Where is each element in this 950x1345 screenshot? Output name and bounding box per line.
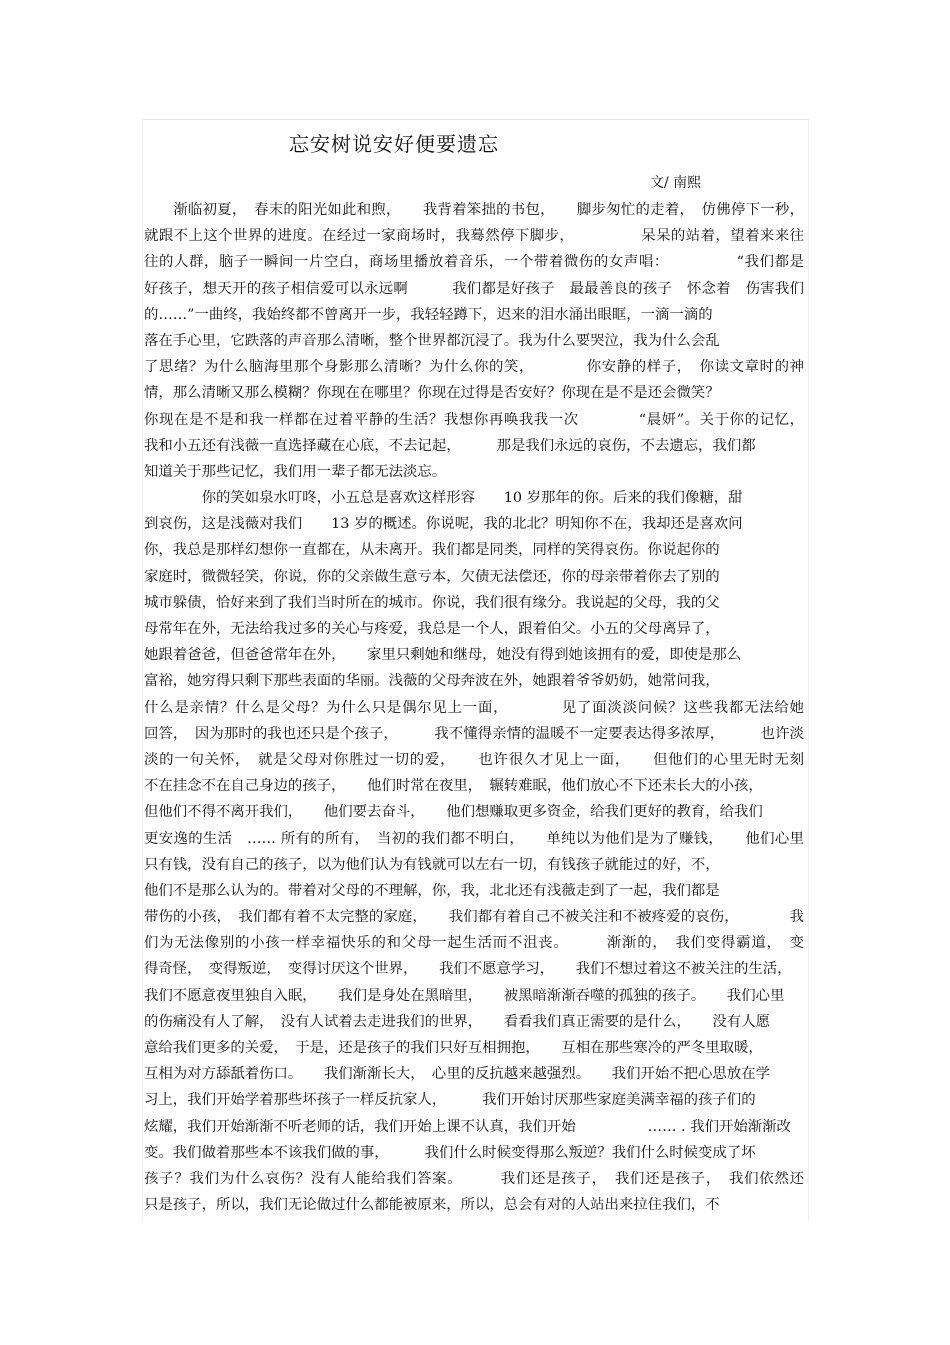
text-line: 好孩子，想天开的孩子相信爱可以永远啊 我们都是好孩子 最最善良的孩子 怀念着 伤害我们 — [144, 280, 804, 297]
text-line: 不在挂念不在自己身边的孩子， 他们时常在夜里， 辗转难眠，他们放心不下还未长大的小孩， — [144, 778, 763, 795]
text-line: 到哀伤，这是浅薇对我们 13 岁的概述。你说呢，我的北北？明知你不在，我却还是喜欢问 — [144, 516, 743, 533]
text-line: 你，我总是那样幻想你一直都在，从未离开。我们都是同类，同样的笑得哀伤。你说起你的 — [144, 542, 720, 559]
text-line: 你的笑如泉水叮咚，小五总是喜欢这样形容 10 岁那年的你。后来的我们像糖，甜 — [144, 490, 743, 507]
document-title: 忘安树说安好便要遗忘 — [289, 132, 499, 156]
text-line: 他们不是那么认为的。带着对父母的不理解，你，我，北北还有浅薇走到了一起，我们都是 — [144, 882, 720, 899]
text-line: 只有钱，没有自己的孩子，以为他们认为有钱就可以左右一切，有钱孩子就能过的好，不， — [144, 856, 720, 873]
text-line: 我们不愿意夜里独自入眠， 我们是身处在黑暗里， 被黑暗渐渐吞噬的孤独的孩子。 我们心里 — [144, 987, 785, 1004]
text-line: 富裕，她穷得只剩下那些表面的华丽。浅薇的父母奔波在外，她跟着爷爷奶奶，她常问我， — [144, 673, 720, 690]
text-line: 带伤的小孩， 我们都有着不太完整的家庭， 我们都有着自己不被关注和不被疼爱的哀伤， 我 — [144, 909, 804, 926]
body-text — [144, 197, 804, 1218]
text-line: 意给我们更多的关爱， 于是，还是孩子的我们只好互相拥抱， 互相在那些寒冷的严冬里取暖， — [144, 1040, 763, 1056]
text-line: 就跟不上这个世界的进度。在经过一家商场时，我蓦然停下脚步， 呆呆的站着，望着来来往 — [144, 228, 804, 245]
text-line: 习上，我们开始学着那些坏孩子一样反抗家人， 我们开始讨厌那些家庭美满幸福的孩子们的 — [144, 1092, 756, 1109]
text-line: 的……”一曲终，我始终都不曾离开一步，我轻轻蹲下，迟来的泪水涌出眼眶，一滴一滴的 — [144, 306, 713, 323]
text-line: 回答， 因为那时的我也还只是个孩子， 我不懂得亲情的温暖不一定要表达得多浓厚， 也许淡 — [144, 725, 804, 742]
text-line: 互相为对方舔舐着伤口。 我们渐渐长大， 心里的反抗越来越强烈。 我们开始不把心思放在学 — [144, 1066, 770, 1083]
text-line: 落在手心里，它跌落的声音那么清晰，整个世界都沉浸了。我为什么要哭泣，我为什么会乱 — [144, 332, 720, 349]
text-line: 孩子？我们为什么哀伤？没有人能给我们答案。 我们还是孩子， 我们还是孩子， 我们依然还 — [144, 1170, 804, 1187]
text-line: 母常年在外，无法给我过多的关心与疼爱，我总是一个人，跟着伯父。小五的父母离异了， — [144, 621, 720, 637]
text-line: 情，那么清晰又那么模糊？你现在在哪里？你现在过得是否安好？你现在是不是还会微笑？ — [144, 385, 720, 402]
text-line: 渐临初夏， 春末的阳光如此和煦， 我背着笨拙的书包， 脚步匆忙的走着， 仿佛停下一秒， — [144, 202, 804, 218]
text-line: 更安逸的生活 …… 所有的所有， 当初的我们都不明白， 单纯以为他们是为了赚钱， 他们心里 — [144, 830, 804, 847]
text-line: 但他们不得不离开我们， 他们要去奋斗， 他们想赚取更多资金，给我们更好的教育，给我们 — [144, 804, 763, 821]
text-line: 我和小五还有浅薇一直选择藏在心底，不去记起， 那是我们永远的哀伤，不去遗忘，我们都 — [144, 437, 756, 454]
text-line: 炫耀，我们开始渐渐不听老师的话，我们开始上课不认真，我们开始 …… . 我们开始渐渐改 — [144, 1118, 791, 1135]
text-line: 家庭时，微微轻笑，你说，你的父亲做生意亏本，欠债无法偿还，你的母亲带着你去了别的 — [144, 568, 720, 585]
text-line: 得奇怪， 变得叛逆， 变得讨厌这个世界， 我们不愿意学习， 我们不想过着这不被关注的生活， — [144, 961, 792, 978]
text-line: 知道关于那些记忆，我们用一辈子都无法淡忘。 — [144, 463, 447, 480]
text-line: 她跟着爸爸，但爸爸常年在外， 家里只剩她和继母，她没有得到她该拥有的爱，即使是那么 — [144, 647, 742, 664]
text-line: 城市躲债，恰好来到了我们当时所在的城市。你说，我们很有缘分。我说起的父母，我的父 — [144, 594, 720, 611]
text-line: 变。我们做着那些本不该我们做的事， 我们什么时候变得那么叛逆？我们什么时候变成了坏 — [144, 1144, 756, 1161]
text-line: 们为无法像别的小孩一样幸福快乐的和父母一起生活而不沮丧。 渐渐的， 我们变得霸道， 变 — [144, 935, 804, 952]
text-line: 只是孩子，所以，我们无论做过什么都能被原来，所以，总会有对的人站出来拉住我们，不 — [144, 1197, 720, 1214]
text-line: 淡的一句关怀， 就是父母对你胜过一切的爱， 也许很久才见上一面， 但他们的心里无时无刻 — [144, 751, 804, 768]
text-line: 什么是亲情？什么是父母？为什么只是偶尔见上一面， 见了面淡淡问候？这些我都无法给她 — [144, 699, 804, 716]
text-line: 你现在是不是和我一样都在过着平静的生活？我想你再唤我我一次 “晨妍”。关于你的记忆， — [144, 411, 804, 428]
author-byline: 文/ 南熙 — [650, 175, 702, 191]
text-line: 的伤痛没有人了解， 没有人试着去走进我们的世界， 看看我们真正需要的是什么， 没有人愿 — [144, 1013, 770, 1030]
text-line: 了思绪？为什么脑海里那个身影那么清晰？为什么你的笑， 你安静的样子， 你读文章时的神 — [144, 359, 804, 376]
text-line: 往的人群，脑子一瞬间一片空白，商场里播放着音乐，一个带着微伤的女声唱： “我们都是 — [144, 254, 804, 271]
